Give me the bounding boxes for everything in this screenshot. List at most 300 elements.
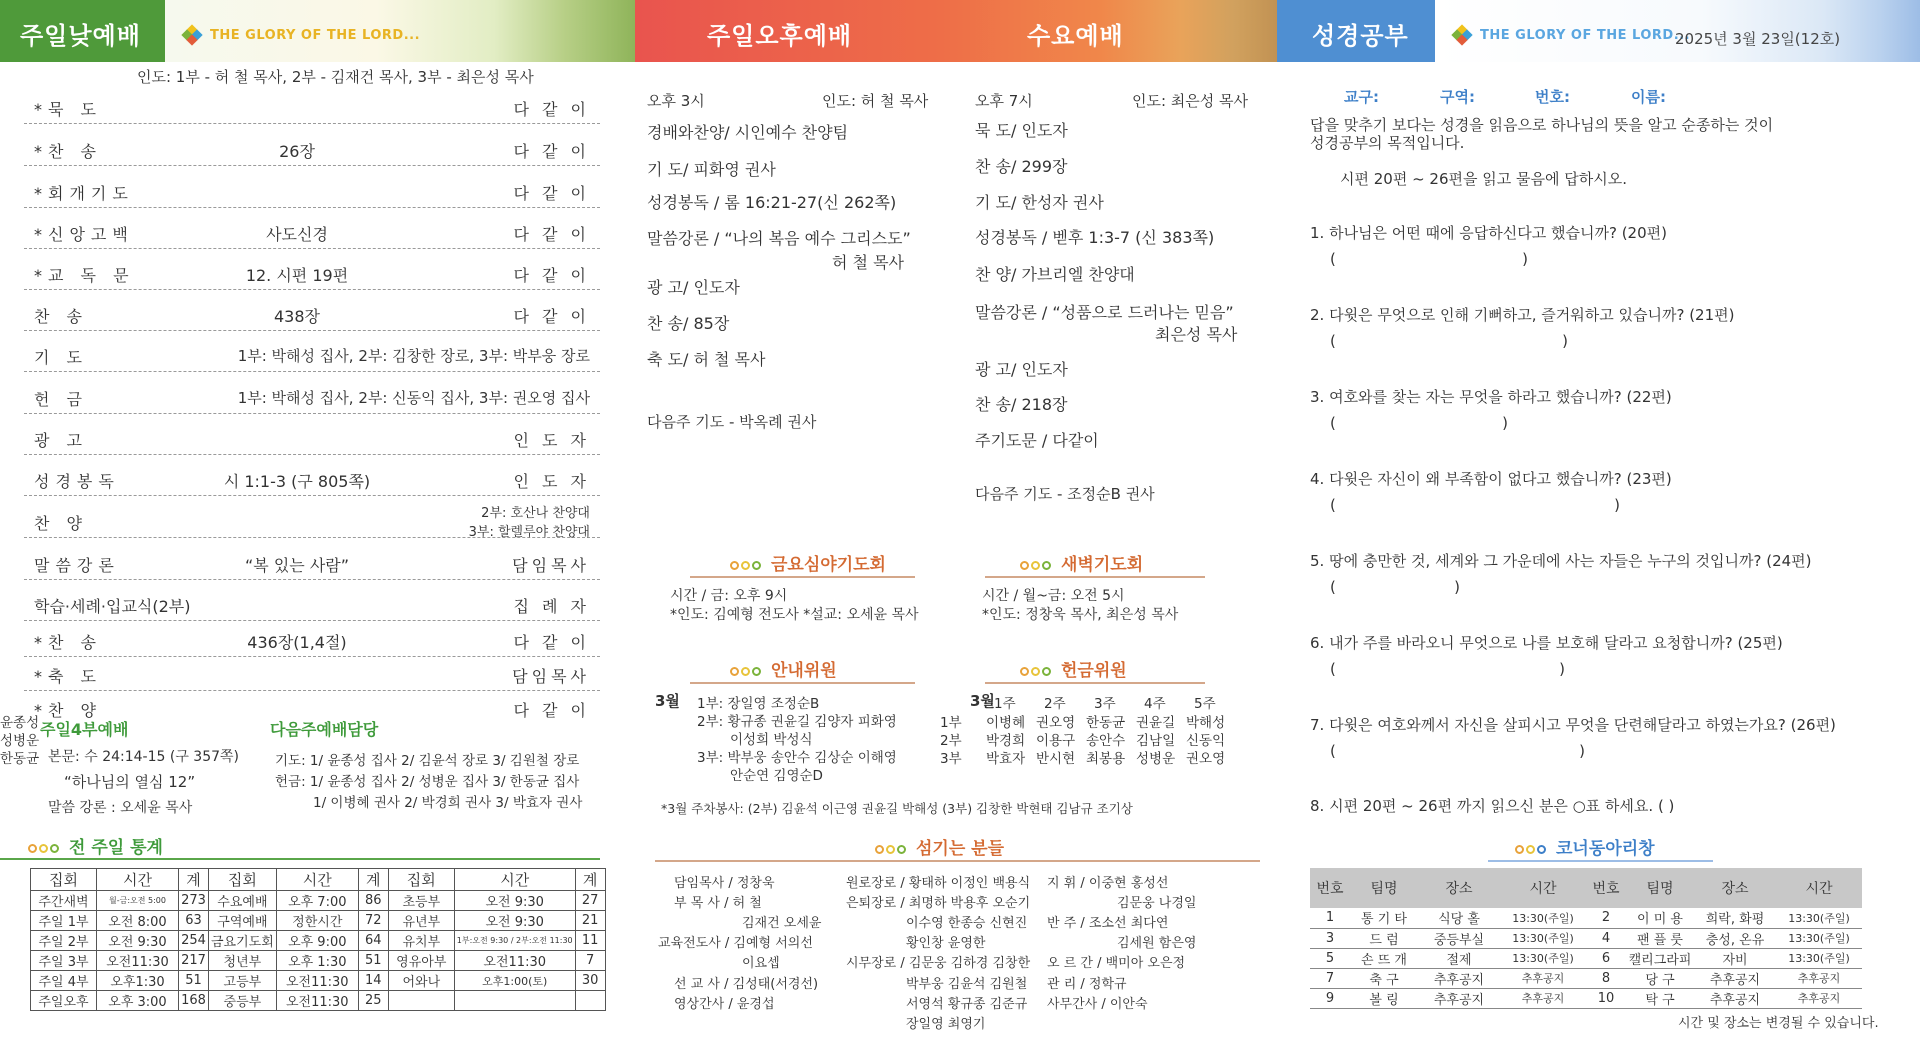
afternoon-header-bar [635, 0, 1300, 62]
stats-cell: 주일 2부 [31, 931, 97, 951]
corner-cell: 추후공지 [1500, 968, 1586, 988]
dots-icon [730, 661, 763, 681]
order-label: *교 독 문 [34, 266, 135, 285]
corner-cell: 2 [1586, 908, 1626, 928]
corner-cell: 당 구 [1626, 968, 1694, 988]
order-right: 다 같 이 [513, 633, 590, 652]
offering-cell: 2부 [940, 733, 962, 749]
stats-header-cell: 계 [358, 869, 388, 891]
order-right: 다 같 이 [513, 225, 590, 244]
stats-cell: 오전11:30 [97, 951, 179, 971]
stats-cell: 주일 4부 [31, 971, 97, 991]
wednesday-time: 오후 7시 [975, 92, 1033, 110]
stats-cell: 오전 9:30 [97, 931, 179, 951]
offering-cell: 권오영 [1186, 751, 1226, 767]
corner-cell: 손 뜨 개 [1350, 948, 1418, 968]
order-content: 12. 시편 19편 [245, 266, 349, 285]
wednesday-item: 광 고/ 인도자 [975, 360, 1068, 379]
offering-cell: 최봉용 [1086, 751, 1126, 767]
stats-cell: 27 [575, 891, 605, 911]
corner-cell: 희락, 화평 [1694, 908, 1776, 928]
order-label: *묵 도 [34, 100, 102, 119]
corner-cell: 볼 링 [1350, 988, 1418, 1008]
wednesday-item: 주기도문 / 다같이 [975, 431, 1099, 450]
wednesday-item: 찬 양/ 가브리엘 찬양대 [975, 265, 1135, 284]
wednesday-item: 찬 송/ 218장 [975, 395, 1068, 414]
offering-cell: 한동균 [1086, 715, 1126, 731]
order-row [24, 460, 600, 496]
offering-cell: 성병운 [0, 733, 40, 749]
stats-cell: 오전11:30 [276, 971, 358, 991]
stats-title-text: 전 주일 통계 [69, 838, 163, 858]
order-row [24, 130, 600, 166]
stats-cell: 어와나 [388, 971, 454, 991]
friday-prayer-title-text: 금요심야기도회 [771, 555, 886, 575]
dots-icon [1515, 839, 1548, 859]
wednesday-item: 찬 송/ 299장 [975, 157, 1068, 176]
corner-cell: 13:30(주일) [1500, 908, 1586, 928]
answer-blank[interactable] [1330, 250, 1528, 268]
dawn-prayer-title [1020, 550, 1143, 575]
stats-cell: 217 [179, 951, 209, 971]
stats-divider [0, 858, 600, 860]
afternoon-leader: 인도: 허 철 목사 [822, 92, 929, 110]
answer-paren-close: ) [1562, 332, 1568, 350]
usher-line: 이성희 박성식 [730, 732, 813, 748]
stats-cell: 초등부 [388, 891, 454, 911]
friday-prayer-title [730, 550, 886, 575]
order-right: 인 도 자 [513, 472, 590, 491]
diamond-icon [1453, 26, 1471, 44]
stats-cell: 51 [179, 971, 209, 991]
stats-cell: 254 [179, 931, 209, 951]
corner-cell: 13:30(주일) [1776, 908, 1862, 928]
order-row [24, 544, 600, 580]
order-right: 다 같 이 [513, 100, 590, 119]
dawn-leaders: *인도: 정창욱 목사, 최은성 목사 [982, 607, 1179, 623]
server-line: 김세원 함은영 [1117, 936, 1197, 951]
ushers-divider [690, 682, 915, 684]
answer-blank[interactable] [1330, 414, 1508, 432]
server-line: 관 리 / 정학규 [1047, 977, 1127, 992]
order-right: 다 같 이 [513, 142, 590, 161]
answer-paren-close: ) [1522, 250, 1528, 268]
stats-header-cell: 집회 [209, 869, 277, 891]
corner-header-cell: 번호 [1586, 868, 1626, 908]
stats-row [31, 891, 606, 911]
afternoon-title: 주일오후예배 [707, 22, 853, 50]
friday-leaders: *인도: 김예형 전도사 *설교: 오세윤 목사 [670, 607, 919, 623]
quiz-question: 6. 내가 주를 바라오니 무엇으로 나를 보호해 달라고 요청합니까? (25편) [1310, 634, 1783, 652]
server-line: 사무간사 / 이안숙 [1047, 997, 1148, 1012]
dots-icon [28, 838, 61, 858]
offering-cell: 신동익 [1186, 733, 1226, 749]
offering-week-header: 3주 [1094, 696, 1116, 712]
corner-cell: 13:30(주일) [1500, 928, 1586, 948]
stats-row [31, 931, 606, 951]
order-label: 찬 양 [34, 514, 88, 533]
corner-header-cell: 번호 [1310, 868, 1350, 908]
morning-header-bar [0, 0, 165, 62]
fourth-service-sermon: “하나님의 열심 12” [64, 773, 196, 791]
server-line: 장일영 최영기 [906, 1017, 986, 1032]
stats-cell [575, 991, 605, 1011]
number-label: 번호: [1535, 88, 1570, 106]
order-row [24, 621, 600, 657]
dots-icon [875, 839, 908, 859]
offering-committee-title [1020, 656, 1127, 681]
offering-cell: 3부 [940, 751, 962, 767]
order-content: 436장(1,4절) [247, 633, 347, 652]
answer-paren-open: ( [1330, 578, 1336, 596]
answer-blank[interactable] [1330, 742, 1585, 760]
order-row [24, 295, 600, 331]
afternoon-time: 오후 3시 [647, 92, 705, 110]
stats-title [28, 833, 163, 858]
quiz-question: 1. 하나님은 어떤 때에 응답하신다고 했습니까? (20편) [1310, 224, 1667, 242]
stats-cell: 오후 9:00 [276, 931, 358, 951]
stats-header-cell: 계 [575, 869, 605, 891]
bible-instruction: 시편 20편 ~ 26편을 읽고 물음에 답하시오. [1340, 170, 1627, 188]
stats-cell: 273 [179, 891, 209, 911]
corner-cell: 4 [1586, 928, 1626, 948]
order-label: *찬 송 [34, 633, 102, 652]
corner-row [1310, 928, 1862, 948]
stats-cell: 주일 1부 [31, 911, 97, 931]
corner-cell: 자비 [1694, 948, 1776, 968]
order-right: 다 같 이 [513, 701, 590, 720]
server-line: 김문웅 나경일 [1117, 896, 1197, 911]
corner-cell: 충성, 온유 [1694, 928, 1776, 948]
wednesday-item: 최은성 목사 [1155, 325, 1238, 344]
offering-cell: 권오영 [1036, 715, 1076, 731]
afternoon-item: 허 철 목사 [832, 253, 904, 272]
ushers-title [730, 656, 837, 681]
answer-blank[interactable] [1330, 496, 1620, 514]
order-right: 인 도 자 [513, 431, 590, 450]
quiz-final: 8. 시편 20편 ~ 26편 까지 읽으신 분은 ○표 하세요. ( ) [1310, 797, 1675, 815]
server-line: 지 휘 / 이중현 홍성선 [1047, 876, 1169, 891]
order-row [24, 213, 600, 249]
bulletin-date: 2025년 3월 23일(12호) [1675, 30, 1841, 48]
stats-header-cell: 집회 [388, 869, 454, 891]
dots-icon [1020, 661, 1053, 681]
friday-time: 시간 / 금: 오후 9시 [670, 588, 788, 604]
wednesday-next-prayer: 다음주 기도 - 조정순B 권사 [975, 485, 1155, 503]
bible-intro: 답을 맞추기 보다는 성경을 읽음으로 하나님의 뜻을 알고 순종하는 것이 [1310, 116, 1774, 134]
corner-cell: 8 [1586, 968, 1626, 988]
corner-cell: 10 [1586, 988, 1626, 1008]
ushers-month: 3월 [655, 692, 680, 710]
stats-cell: 오후1:00(토) [454, 971, 575, 991]
stats-cell: 11 [575, 931, 605, 951]
order-label: *찬 송 [34, 142, 102, 161]
offering-cell: 송안수 [1086, 733, 1126, 749]
district-label: 교구: [1344, 88, 1379, 106]
order-content: 시 1:1-3 (구 805쪽) [223, 472, 371, 491]
dawn-prayer-title-text: 새벽기도회 [1061, 555, 1144, 575]
answer-paren-close: ) [1502, 414, 1508, 432]
usher-line: 3부: 박부웅 송안수 김상순 이해영 [697, 750, 897, 766]
stats-cell: 영유아부 [388, 951, 454, 971]
corner-title-text: 코너동아리창 [1556, 839, 1655, 859]
stats-row [31, 991, 606, 1011]
corner-cell: 중등부실 [1418, 928, 1500, 948]
corner-divider [1488, 860, 1713, 862]
stats-cell: 오후 3:00 [97, 991, 179, 1011]
order-label: *축 도 [34, 667, 102, 686]
friday-divider [690, 576, 915, 578]
order-label: *신앙고백 [34, 225, 134, 244]
answer-paren-close: ) [1579, 742, 1585, 760]
morning-title: 주일낮예배 [20, 22, 141, 50]
offering-cell: 박해성 [1186, 715, 1226, 731]
bible-title: 성경공부 [1312, 22, 1409, 50]
corner-cell: 6 [1586, 948, 1626, 968]
order-right: 다 같 이 [513, 184, 590, 203]
server-line: 이요셉 [742, 956, 780, 971]
order-right: 다 같 이 [513, 266, 590, 285]
stats-header-cell: 시간 [97, 869, 179, 891]
stats-cell: 30 [575, 971, 605, 991]
wednesday-item: 기 도/ 한성자 권사 [975, 193, 1104, 212]
answer-paren-open: ( [1330, 660, 1336, 678]
wednesday-item: 말씀강론 / “성품으로 드러나는 믿음” [975, 303, 1234, 322]
corner-title [1515, 834, 1655, 859]
corner-cell: 이 미 용 [1626, 908, 1694, 928]
stats-cell: 1부:오전 9:30 / 2부:오전 11:30 [454, 931, 575, 951]
order-label: 학습·세례·입교식(2부) [34, 597, 191, 616]
offering-cell: 반시현 [1036, 751, 1076, 767]
server-line: 황인창 윤영한 [906, 936, 986, 951]
order-right: 1부: 박해성 집사, 2부: 김창한 장로, 3부: 박부웅 장로 [237, 347, 590, 365]
order-label: 기 도 [34, 348, 88, 367]
stats-cell: 오전 8:00 [97, 911, 179, 931]
stats-cell: 유년부 [388, 911, 454, 931]
stats-cell: 주간새벽 [31, 891, 97, 911]
afternoon-item: 축 도/ 허 철 목사 [647, 350, 766, 369]
answer-paren-open: ( [1330, 742, 1336, 760]
corner-cell: 캘리그라피 [1626, 948, 1694, 968]
order-right: 집 례 자 [513, 597, 590, 616]
order-label: 말씀강론 [34, 556, 120, 575]
answer-paren-close: ) [1559, 660, 1565, 678]
stats-cell: 25 [358, 991, 388, 1011]
stats-cell: 오후 7:00 [276, 891, 358, 911]
server-line: 선 교 사 / 김성태(서경선) [674, 977, 819, 992]
order-right: 1부: 박해성 집사, 2부: 신동익 집사, 3부: 권오영 집사 [237, 389, 590, 407]
answer-paren-close: ) [1454, 578, 1460, 596]
corner-row [1310, 968, 1862, 988]
server-line: 이수영 한종승 신현진 [906, 916, 1028, 931]
order-right [469, 504, 590, 542]
stats-row [31, 951, 606, 971]
usher-line: 2부: 황규종 권윤길 김양자 피화영 [697, 714, 897, 730]
wednesday-leader: 인도: 최은성 목사 [1132, 92, 1249, 110]
corner-cell: 드 럼 [1350, 928, 1418, 948]
corner-cell: 추후공지 [1694, 968, 1776, 988]
server-line: 김재건 오세윤 [742, 916, 822, 931]
stats-header-cell: 시간 [276, 869, 358, 891]
servers-title [875, 834, 1004, 859]
wednesday-title: 수요예배 [1027, 22, 1124, 50]
offering-committee-title-text: 헌금위원 [1061, 661, 1127, 681]
corner-cell: 13:30(주일) [1500, 948, 1586, 968]
wednesday-item: 성경봉독 / 벧후 1:3-7 (신 383쪽) [975, 228, 1215, 247]
stats-cell: 14 [358, 971, 388, 991]
corner-cell: 추후공지 [1776, 988, 1862, 1008]
stats-header-cell: 집회 [31, 869, 97, 891]
corner-cell: 1 [1310, 908, 1350, 928]
stats-cell: 주일오후 [31, 991, 97, 1011]
order-right: 담임목사 [512, 667, 590, 686]
stats-cell: 오전11:30 [276, 991, 358, 1011]
order-content: “복 있는 사람” [244, 556, 350, 575]
corner-cell: 9 [1310, 988, 1350, 1008]
order-right-line-2: 3부: 할렐루야 찬양대 [468, 525, 590, 540]
corner-cell: 13:30(주일) [1776, 928, 1862, 948]
server-line: 은퇴장로 / 최명하 박용후 오순기 [846, 896, 1031, 911]
afternoon-item: 말씀강론 / “나의 복음 예수 그리스도” [647, 229, 911, 248]
parking-service: *3월 주차봉사: (2부) 김윤석 이근영 권윤길 박해성 (3부) 김창한 박현태 김남규 조기상 [661, 801, 1133, 816]
offering-week-header: 5주 [1194, 696, 1216, 712]
server-line: 영상간사 / 윤경섭 [674, 997, 775, 1012]
corner-cell: 13:30(주일) [1776, 948, 1862, 968]
stats-cell: 금요기도회 [209, 931, 277, 951]
corner-header-cell: 장소 [1418, 868, 1500, 908]
next-week-offering: 헌금: 1/ 윤종성 집사 2/ 성병운 집사 3/ 한동균 집사 [275, 774, 580, 790]
quiz-question: 2. 다윗은 무엇으로 인해 기뻐하고, 즐거워하고 있습니까? (21편) [1310, 306, 1735, 324]
corner-cell: 통 기 타 [1350, 908, 1418, 928]
corner-cell: 팬 플 룻 [1626, 928, 1694, 948]
corner-cell: 추후공지 [1776, 968, 1862, 988]
stats-cell: 정한시간 [276, 911, 358, 931]
fourth-service-text: 본문: 수 24:14-15 (구 357쪽) [48, 749, 239, 765]
order-label: *찬 양 [34, 701, 102, 720]
stats-cell: 주일 3부 [31, 951, 97, 971]
stats-cell: 구역예배 [209, 911, 277, 931]
server-line: 교육전도사 / 김예형 서의선 [658, 936, 813, 951]
servers-title-text: 섬기는 분들 [916, 839, 1005, 859]
glory-text-left: THE GLORY OF THE LORD... [210, 28, 421, 43]
corner-cell: 추후공지 [1418, 988, 1500, 1008]
corner-row [1310, 988, 1862, 1008]
order-row [24, 336, 600, 372]
order-row [24, 254, 600, 290]
corner-cell: 축 구 [1350, 968, 1418, 988]
order-row [24, 585, 600, 621]
afternoon-item: 기 도/ 피화영 권사 [647, 160, 776, 179]
order-content: 26장 [279, 142, 315, 161]
corner-table [1310, 868, 1862, 1009]
offering-committee-month: 3월 [970, 692, 995, 710]
bible-intro-2: 성경공부의 목적입니다. [1310, 134, 1465, 152]
offering-cell: 이용구 [1036, 733, 1076, 749]
order-content: 438장 [274, 307, 320, 326]
next-week-title: 다음주예배담당 [270, 720, 379, 739]
offering-committee-divider [985, 682, 1205, 684]
offering-cell: 권윤길 [1136, 715, 1176, 731]
order-label: *회개기도 [34, 184, 134, 203]
answer-paren-open: ( [1330, 414, 1336, 432]
next-week-offering-2: 1/ 이병혜 권사 2/ 박경희 권사 3/ 박효자 권사 [313, 795, 583, 811]
order-right: 담임목사 [512, 556, 590, 575]
corner-header-cell: 팀명 [1350, 868, 1418, 908]
order-right-line: 2부: 호산나 찬양대 [481, 506, 590, 521]
stats-cell [454, 991, 575, 1011]
servers-divider [655, 860, 1260, 862]
bible-header-bar [1277, 0, 1435, 62]
corner-header-cell: 시간 [1500, 868, 1586, 908]
stats-cell: 51 [358, 951, 388, 971]
corner-cell: 3 [1310, 928, 1350, 948]
stats-cell: 63 [179, 911, 209, 931]
fourth-service-title: 주일4부예배 [40, 720, 129, 739]
corner-note: 시간 및 장소는 변경될 수 있습니다. [1678, 1016, 1879, 1031]
answer-paren-open: ( [1330, 250, 1336, 268]
offering-cell: 이병혜 [986, 715, 1026, 731]
order-content: 사도신경 [266, 225, 328, 244]
server-line: 오 르 간 / 백미아 오은정 [1047, 956, 1186, 971]
answer-blank[interactable] [1330, 660, 1565, 678]
stats-cell: 오후1:30 [97, 971, 179, 991]
glory-text-right: THE GLORY OF THE LORD... [1480, 28, 1691, 43]
corner-cell: 추후공지 [1694, 988, 1776, 1008]
stats-cell: 유치부 [388, 931, 454, 951]
order-right: 다 같 이 [513, 307, 590, 326]
server-line: 담임목사 / 정창욱 [674, 876, 775, 891]
offering-cell: 윤종성 [0, 715, 40, 731]
offering-week-header: 4주 [1144, 696, 1166, 712]
answer-paren-open: ( [1330, 496, 1336, 514]
answer-blank[interactable] [1330, 332, 1568, 350]
order-row [24, 88, 600, 124]
stats-cell: 오전 9:30 [454, 911, 575, 931]
dawn-time: 시간 / 월~금: 오전 5시 [982, 588, 1125, 604]
stats-cell: 64 [358, 931, 388, 951]
answer-blank[interactable] [1330, 578, 1460, 596]
order-label: 헌 금 [34, 390, 88, 409]
stats-cell: 오전11:30 [454, 951, 575, 971]
order-row [24, 378, 600, 414]
server-line: 부 목 사 / 허 철 [674, 896, 762, 911]
answer-paren-open: ( [1330, 332, 1336, 350]
stats-cell: 중등부 [209, 991, 277, 1011]
fourth-service-preacher: 말씀 강론 : 오세윤 목사 [48, 800, 193, 816]
stats-cell: 86 [358, 891, 388, 911]
morning-leaders: 인도: 1부 - 허 철 목사, 2부 - 김재건 목사, 3부 - 최은성 목사 [137, 68, 534, 86]
afternoon-item: 경배와찬양/ 시인예수 찬양팀 [647, 123, 849, 142]
corner-cell: 추후공지 [1418, 968, 1500, 988]
offering-week-header: 1주 [994, 696, 1016, 712]
corner-cell: 추후공지 [1500, 988, 1586, 1008]
order-label: 찬 송 [34, 307, 88, 326]
corner-cell: 식당 홀 [1418, 908, 1500, 928]
corner-row [1310, 908, 1862, 928]
offering-week-header: 2주 [1044, 696, 1066, 712]
next-week-prayer: 기도: 1/ 윤종성 집사 2/ 김윤석 장로 3/ 김원철 장로 [275, 753, 580, 769]
offering-cell: 김남일 [1136, 733, 1176, 749]
stats-header-cell: 시간 [454, 869, 575, 891]
offering-cell: 박경희 [986, 733, 1026, 749]
answer-paren-close: ) [1614, 496, 1620, 514]
order-label: 광 고 [34, 431, 88, 450]
server-line: 서영석 황규종 김준규 [906, 997, 1028, 1012]
corner-cell: 5 [1310, 948, 1350, 968]
order-row [24, 172, 600, 208]
stats-cell: 오후 1:30 [276, 951, 358, 971]
server-line: 박부웅 김윤석 김원철 [906, 977, 1028, 992]
